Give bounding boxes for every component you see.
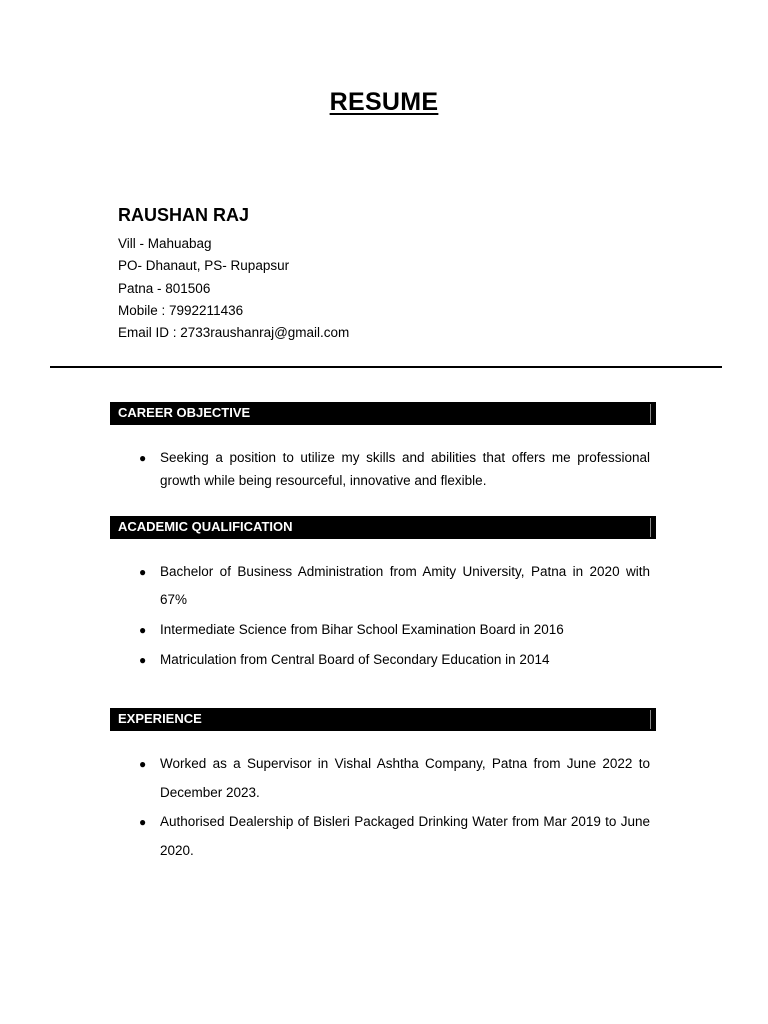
contact-block	[118, 233, 349, 344]
experience-list	[137, 750, 650, 866]
bullet-icon: ●	[139, 623, 147, 637]
list-item	[137, 750, 650, 807]
experience-item-text: Authorised Dealership of Bisleri Packaged Drinking Water from Mar 2019 to June 2020.	[160, 814, 650, 858]
bullet-icon: ●	[139, 451, 147, 465]
page-title: RESUME	[329, 88, 439, 116]
header-divider	[50, 366, 722, 368]
bullet-icon: ●	[139, 757, 147, 771]
address-line-village: Vill - Mahuabag	[118, 236, 212, 251]
mobile-number: Mobile : 7992211436	[118, 302, 244, 318]
academic-item-text: Intermediate Science from Bihar School Examination Board in 2016	[160, 622, 564, 637]
academic-qualification-list	[137, 558, 650, 676]
experience-item-text: Worked as a Supervisor in Vishal Ashtha Company, Patna from June 2022 to December 2023.	[160, 756, 650, 800]
bullet-icon: ●	[139, 815, 147, 829]
list-item	[137, 447, 650, 492]
career-objective-list	[137, 447, 650, 492]
bullet-icon: ●	[139, 565, 147, 579]
career-objective-heading: CAREER OBJECTIVE	[110, 402, 656, 425]
address-line-city: Patna - 801506	[118, 280, 211, 296]
list-item	[137, 616, 650, 644]
career-objective-text: Seeking a position to utilize my skills and abilities that offers me professional growth while being resourceful, innovative and flexible.	[160, 450, 650, 488]
list-item	[137, 808, 650, 865]
email-address: Email ID : 2733raushanraj@gmail.com	[118, 325, 350, 341]
address-line-post-office: PO- Dhanaut, PS- Rupapsur	[118, 258, 290, 274]
bullet-icon: ●	[139, 653, 147, 667]
experience-heading: EXPERIENCE	[110, 708, 656, 731]
candidate-name: RAUSHAN RAJ	[118, 205, 250, 225]
academic-item-text: Matriculation from Central Board of Secondary Education in 2014	[160, 652, 550, 667]
academic-qualification-heading: ACADEMIC QUALIFICATION	[110, 516, 656, 539]
list-item	[137, 558, 650, 614]
list-item	[137, 646, 650, 674]
academic-item-text: Bachelor of Business Administration from Amity University, Patna in 2020 with 67%	[160, 564, 650, 607]
